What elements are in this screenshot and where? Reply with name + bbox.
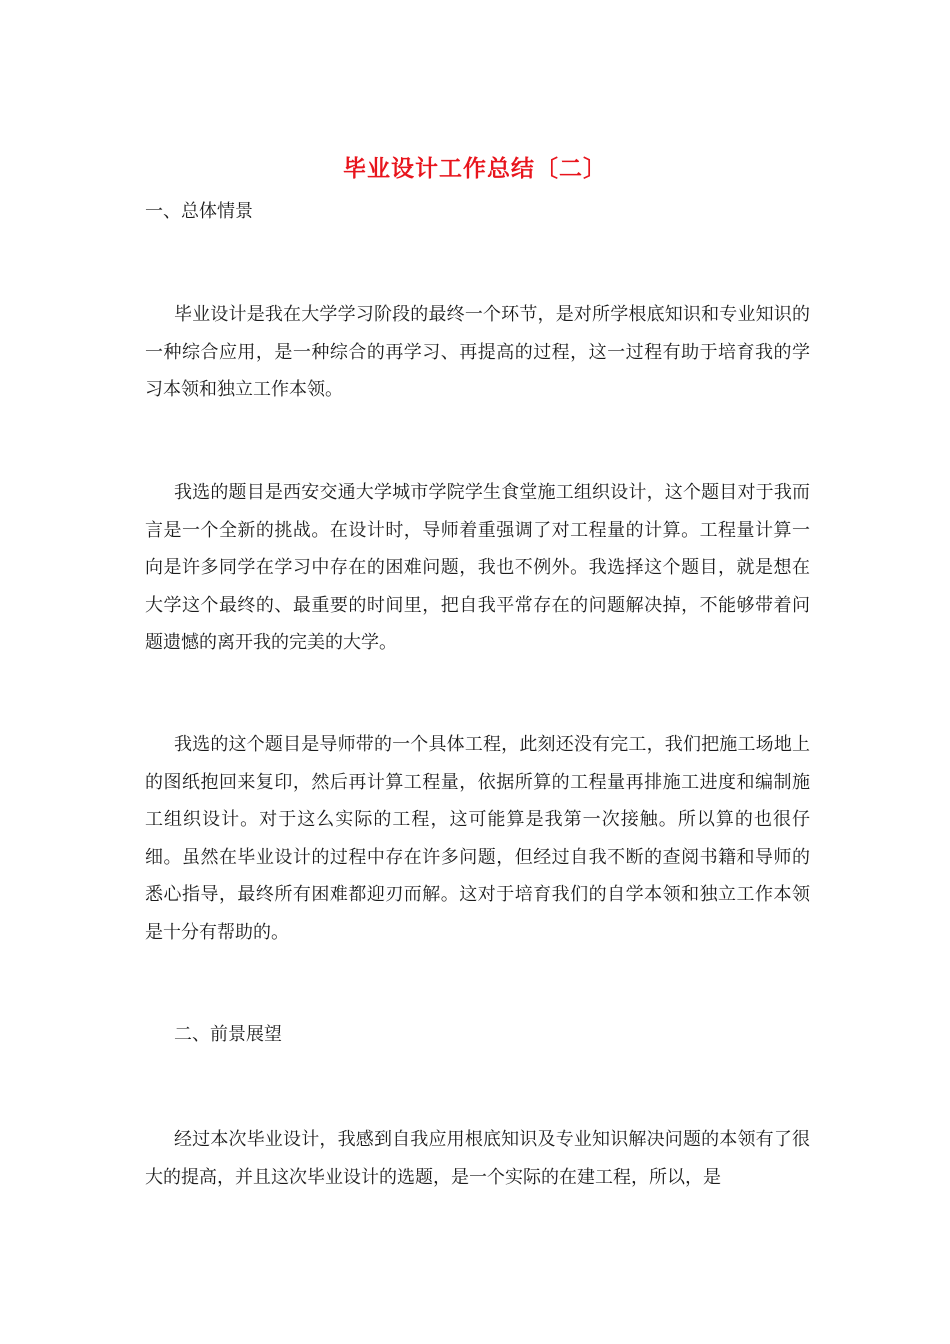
paragraph-2: 我选的题目是西安交通大学城市学院学生食堂施工组织设计，这个题目对于我而言是一个全新的挑战。在设计时，导师着重强调了对工程量的计算。工程量计算一向是许多同学在学习中存在的困难问题，我也不例外。我选择这个题目，就是想在大学这个最终的、最重要的时间里，把自我平常存在的问题解决掉，不能够带着问题遗憾的离开我的完美的大学。 xyxy=(145,482,810,653)
section-heading-overview: 一、总体情景 xyxy=(145,201,253,222)
paragraph-3: 我选的这个题目是导师带的一个具体工程，此刻还没有完工，我们把施工场地上的图纸抱回来复印，然后再计算工程量，依据所算的工程量再排施工进度和编制施工组织设计。对于这么实际的工程，这可能算是我第一次接触。所以算的也很仔细。虽然在毕业设计的过程中存在许多问题，但经过自我不断的查阅书籍和导师的悉心指导，最终所有困难都迎刃而解。这对于培育我们的自学本领和独立工作本领是十分有帮助的。 xyxy=(145,734,810,943)
document-title: 毕业设计工作总结〔二〕 xyxy=(343,156,607,182)
section-heading-outlook: 二、前景展望 xyxy=(174,1024,282,1045)
paragraph-4: 经过本次毕业设计，我感到自我应用根底知识及专业知识解决问题的本领有了很大的提高，并且这次毕业设计的选题，是一个实际的在建工程，所以，是 xyxy=(145,1129,810,1188)
paragraph-1: 毕业设计是我在大学学习阶段的最终一个环节，是对所学根底知识和专业知识的一种综合应用，是一种综合的再学习、再提高的过程，这一过程有助于培育我的学习本领和独立工作本领。 xyxy=(145,304,810,400)
